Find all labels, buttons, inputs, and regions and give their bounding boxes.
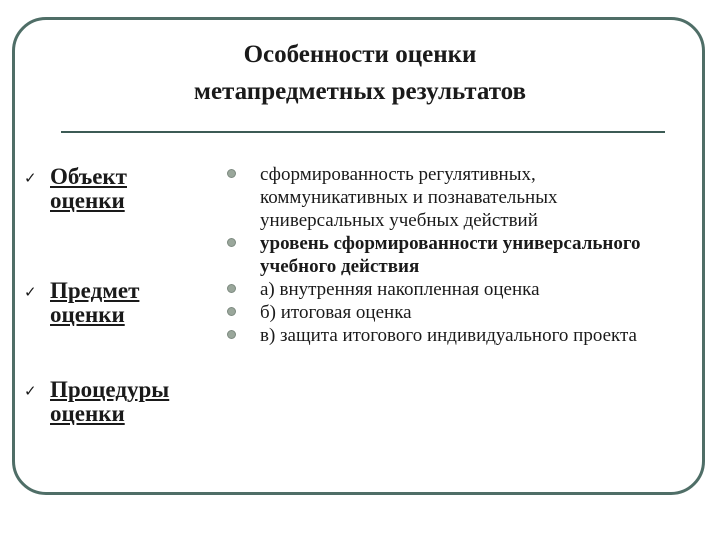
- bullet-dot-icon: [227, 330, 236, 339]
- title-line-1: Особенности оценки: [243, 41, 477, 68]
- list-item: [248, 301, 668, 324]
- list-item-text: а) внутренняя накопленная оценка: [260, 279, 540, 300]
- left-item-label-line-2: оценки: [50, 401, 125, 426]
- checkmark-icon: ✓: [24, 382, 37, 400]
- left-item-label: [50, 378, 169, 426]
- left-item-label-line-1: Объект: [50, 164, 127, 189]
- left-item-label-line-1: Предмет: [50, 278, 140, 303]
- list-item-text: уровень сформированности универсального учебного действия: [260, 233, 641, 277]
- right-column-list: [248, 163, 668, 347]
- list-item-text: в) защита итогового индивидуального проекта: [260, 325, 637, 346]
- left-item-label-line-1: Процедуры: [50, 377, 170, 402]
- list-item: [248, 324, 668, 347]
- left-item-label-line-2: оценки: [50, 188, 125, 213]
- left-item-label-line-2: оценки: [50, 302, 125, 327]
- bullet-dot-icon: [227, 307, 236, 316]
- title-line-2: метапредметных результатов: [193, 78, 527, 105]
- list-item-text: б) итоговая оценка: [260, 302, 412, 323]
- bullet-dot-icon: [227, 238, 236, 247]
- list-item-text: сформированность регулятивных, коммуникативных и познавательных универсальных учебных действий: [260, 164, 558, 231]
- bullet-dot-icon: [227, 169, 236, 178]
- left-item-label: [50, 279, 139, 327]
- list-item: [248, 163, 668, 232]
- list-item: [248, 232, 668, 278]
- left-item-label: [50, 165, 127, 213]
- checkmark-icon: ✓: [24, 169, 37, 187]
- list-item: [248, 278, 668, 301]
- bullet-dot-icon: [227, 284, 236, 293]
- checkmark-icon: ✓: [24, 283, 37, 301]
- left-column: [24, 0, 214, 540]
